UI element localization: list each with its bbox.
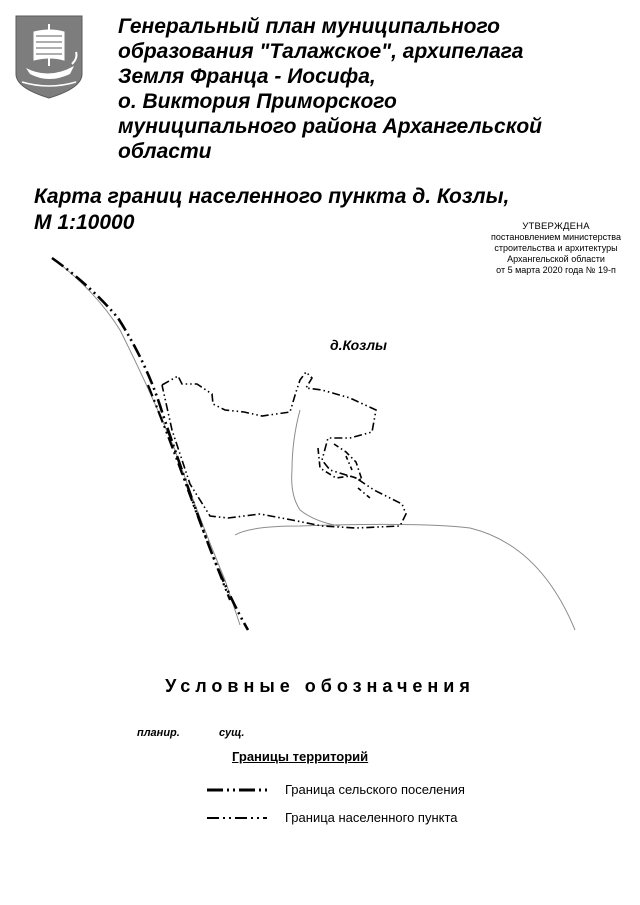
legend-title: Условные обозначения <box>165 676 475 696</box>
approval-line: строительства и архитектуры <box>494 243 618 253</box>
title-line: Земля Франца - Иосифа, <box>118 65 376 88</box>
settlement-label: д.Козлы <box>330 337 387 353</box>
map-subtitle-line: Карта границ населенного пункта д. Козлы, <box>34 185 510 208</box>
title-line: о. Виктория Приморского <box>118 90 397 113</box>
inland-watercourse <box>292 410 340 526</box>
shoreline-west <box>52 258 240 625</box>
legend-column-existing: сущ. <box>219 727 245 739</box>
title-line: муниципального района Архангельской <box>118 115 542 138</box>
legend-item-rural-boundary <box>207 782 507 798</box>
legend-column-planned: планир. <box>137 727 180 739</box>
approval-line: постановлением министерства <box>491 232 621 242</box>
title-line: Генеральный план муниципального <box>118 15 500 38</box>
boundary-map <box>0 240 640 640</box>
legend-item-label: Граница населенного пункта <box>285 810 458 825</box>
approval-line: от 5 марта 2020 года № 19-п <box>496 265 616 275</box>
plan-title <box>118 14 628 164</box>
rural-boundary-line-sample <box>207 786 267 794</box>
title-line: образования "Талажское", архипелага <box>118 40 524 63</box>
coat-of-arms-emblem <box>14 14 84 100</box>
legend-item-label: Граница сельского поселения <box>285 782 465 797</box>
settlement-boundary-inner <box>346 456 370 498</box>
title-line: области <box>118 140 212 163</box>
map-subtitle-line: М 1:10000 <box>34 211 135 234</box>
settlement-boundary-line-sample <box>207 814 267 822</box>
approval-line: Архангельской области <box>507 254 605 264</box>
shoreline-south <box>235 524 575 630</box>
legend-item-settlement-boundary <box>207 810 507 826</box>
rural-settlement-boundary <box>52 258 248 630</box>
settlement-boundary <box>162 372 406 528</box>
rural-settlement-boundary-inner <box>148 385 230 600</box>
approval-heading: УТВЕРЖДЕНА <box>522 221 590 232</box>
legend-group-title: Границы территорий <box>232 749 369 764</box>
